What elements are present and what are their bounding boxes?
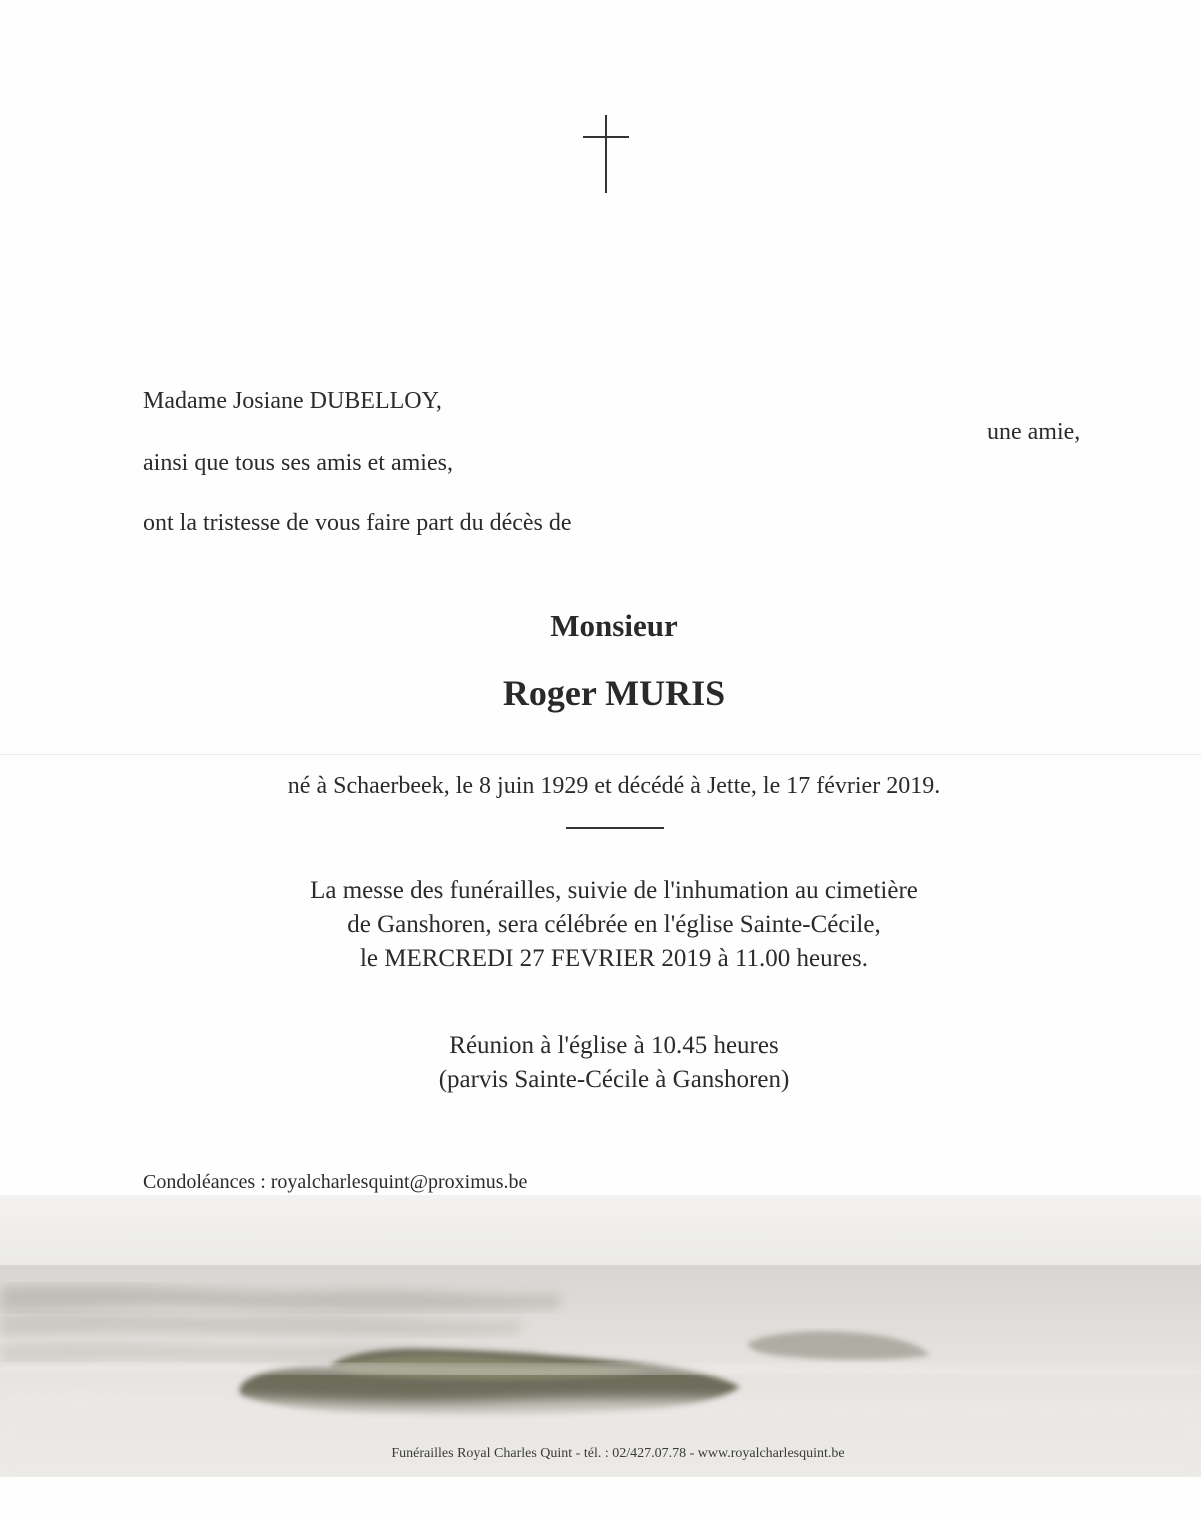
separator-line [566, 827, 664, 829]
family-member-name: Madame Josiane DUBELLOY, [143, 388, 442, 414]
ceremony-line-3: le MERCREDI 27 FEVRIER 2019 à 11.00 heures. [359, 945, 869, 972]
ceremony-line-2: de Ganshoren, sera célébrée en l'église Sainte-Cécile, [347, 911, 881, 938]
meeting-line-1: Réunion à l'église à 10.45 heures [449, 1032, 779, 1059]
family-relation: une amie, [987, 419, 1081, 445]
friends-line: ainsi que tous ses amis et amies, [143, 450, 453, 476]
seascape-image [0, 1195, 1201, 1477]
condolences-contact: Condoléances : royalcharlesquint@proximus.be [143, 1171, 528, 1193]
deceased-name: Roger MURIS [502, 673, 726, 713]
meeting-line-2: (parvis Sainte-Cécile à Ganshoren) [438, 1066, 790, 1093]
fold-line [0, 754, 1201, 755]
announcement-line: ont la tristesse de vous faire part du décès de [143, 510, 572, 536]
birth-death-dates: né à Schaerbeek, le 8 juin 1929 et décédé à Jette, le 17 février 2019. [287, 773, 941, 799]
salutation-title: Monsieur [550, 608, 678, 643]
ceremony-line-1: La messe des funérailles, suivie de l'inhumation au cimetière [310, 877, 918, 904]
meeting-details [0, 1029, 1201, 1097]
ceremony-details [0, 874, 1201, 976]
funeral-home-footer: Funérailles Royal Charles Quint - tél. : 02/427.07.78 - www.royalcharlesquint.be [391, 1446, 845, 1461]
cross-icon [583, 115, 629, 195]
